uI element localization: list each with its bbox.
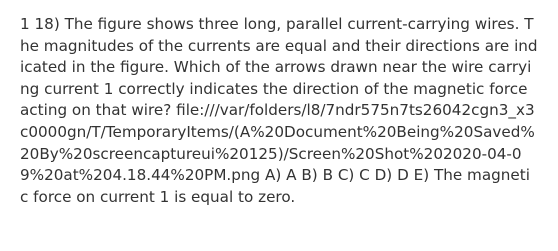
question-stem: The figure shows three long, parallel current-carrying wires. The magnitudes of the currents are equal and their directions are indicated in the figure. Which of the arrows drawn near the wire carrying current 1 correctly indicates the direction of the magnetic force acting on that wire? xyxy=(20,15,538,120)
option-text: The magnetic force on current 1 is equal to zero. xyxy=(20,166,530,206)
question-number: 1 18) xyxy=(20,15,60,33)
option-text: C xyxy=(359,166,370,185)
option-text: B xyxy=(322,166,333,185)
option-letter: C) xyxy=(337,166,355,185)
option-c xyxy=(338,166,370,184)
option-letter: B) xyxy=(301,166,318,185)
option-letter: A) xyxy=(265,166,282,185)
option-text: A xyxy=(286,166,297,185)
option-text: D xyxy=(397,166,409,185)
option-a xyxy=(265,166,297,184)
option-d xyxy=(375,166,409,184)
option-letter: E) xyxy=(413,166,430,185)
option-b xyxy=(301,166,333,184)
option-letter: D) xyxy=(374,166,393,185)
image-path-text: file:///var/folders/l8/7ndr575n7ts26042cgn3_x3c0000gn/T/TemporaryItems/(A%20Document%20Being%20Saved%20By%20screencaptureui%20125)/Screen%20Shot%202020-04-09%20at%204.18.44%20PM.png xyxy=(20,101,535,185)
